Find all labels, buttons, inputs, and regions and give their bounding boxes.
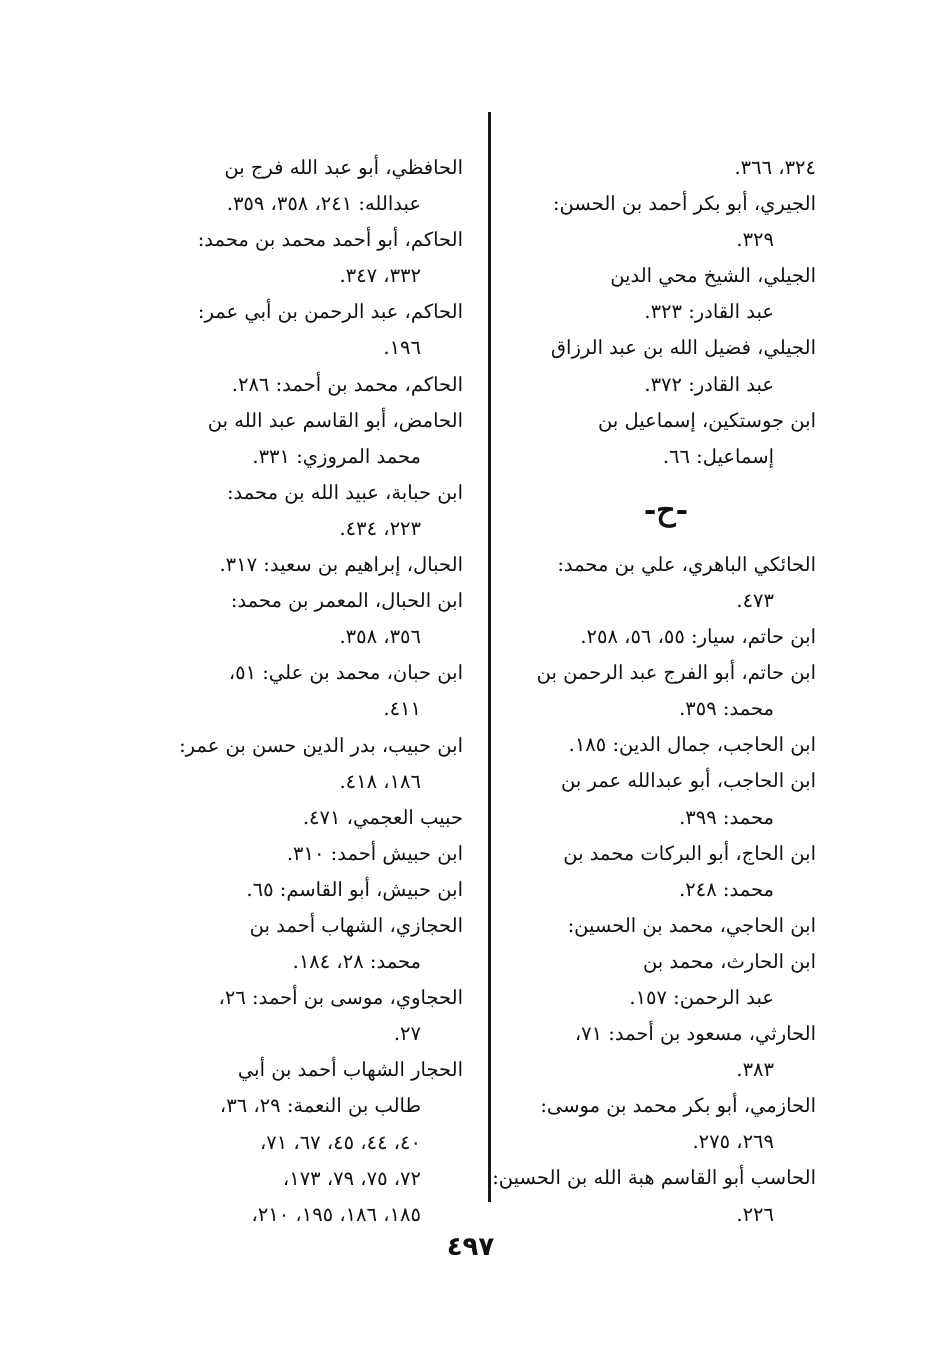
entry-heading-line: ابن جوستكين، إسماعيل بن [598, 408, 816, 432]
index-entry [516, 403, 816, 475]
index-entry [163, 836, 463, 872]
entry-heading-line: حبيب العجمي، ٤٧١. [302, 805, 463, 829]
entry-heading-line: ابن الحاجب، أبو عبدالله عمر بن [561, 769, 816, 793]
index-entry [163, 800, 463, 836]
entry-continuation-line: محمد: ٢٤٨. [679, 877, 774, 901]
entry-continuation-line: ١٩٦. [383, 336, 421, 360]
entry-continuation-line: ٧٢، ٧٥، ٧٩، ١٧٣، [282, 1166, 421, 1190]
entry-continuation-line: عبد القادر: ٣٧٢. [644, 372, 774, 396]
index-entry [516, 150, 816, 186]
page-number: ٤٩٧ [446, 1232, 495, 1262]
index-entry [163, 583, 463, 655]
entry-heading-line: الحاكم، محمد بن أحمد: ٢٨٦. [231, 372, 463, 396]
index-entry [516, 330, 816, 402]
entry-heading-line: ابن حبيش، أبو القاسم: ٦٥. [246, 877, 463, 901]
entry-continuation-line: عبدالله: ٢٤١، ٣٥٨، ٣٥٩. [226, 192, 421, 216]
entry-heading-line: الحاكم، أبو أحمد محمد بن محمد: [197, 228, 463, 252]
entry-continuation-line: ٤١١. [383, 697, 421, 721]
entry-continuation-line: ٣٣٢، ٣٤٧. [339, 264, 421, 288]
index-entry [163, 367, 463, 403]
entry-heading-line: الحازمي، أبو بكر محمد بن موسى: [540, 1094, 816, 1118]
entry-heading-line: ابن حبيش أحمد: ٣١٠. [286, 841, 463, 865]
entry-continuation-line: ١٨٦، ٤١٨. [339, 769, 421, 793]
index-entry [163, 294, 463, 366]
entry-heading-line: ابن حبان، محمد بن علي: ٥١، [228, 661, 463, 685]
index-entry [492, 1160, 816, 1232]
entry-continuation-line: ٤٧٣. [736, 588, 774, 612]
index-entry [163, 150, 463, 222]
index-entry [516, 1088, 816, 1160]
entry-heading-line: ابن الحارث، محمد بن [642, 949, 816, 973]
entry-continuation-line: عبد الرحمن: ١٥٧. [629, 985, 774, 1009]
index-column-left [163, 150, 463, 1233]
index-entry [163, 908, 463, 980]
section-letter-heading: -ح- [643, 492, 689, 528]
entry-heading-line: الحجار الشهاب أحمد بن أبي [237, 1058, 463, 1082]
entry-heading-line: الحافظي، أبو عبد الله فرج بن [224, 156, 463, 179]
index-entry [163, 872, 463, 908]
entry-heading-line: الجيلي، الشيخ محي الدين [610, 264, 816, 288]
entry-heading-line: ابن حاتم، أبو الفرج عبد الرحمن بن [536, 661, 816, 685]
index-entry [516, 836, 816, 908]
entry-heading-line: الحاكم، عبد الرحمن بن أبي عمر: [197, 300, 463, 324]
entry-continuation-line: ٣٢٩. [736, 228, 774, 252]
column-divider [488, 112, 491, 1202]
index-entry [163, 547, 463, 583]
entry-heading-line: الحامض، أبو القاسم عبد الله بن [207, 408, 463, 432]
entry-heading-line: الحائكي الباهري، علي بن محمد: [557, 552, 816, 576]
entry-heading-line: ابن الحاج، أبو البركات محمد بن [563, 841, 816, 865]
entry-continuation-line: ٢٧. [393, 1022, 421, 1046]
entry-heading-line: ابن حبيب، بدر الدين حسن بن عمر: [179, 733, 463, 757]
entry-heading-line: الجيلي، فضيل الله بن عبد الرزاق [550, 336, 816, 360]
index-entry [516, 944, 816, 1016]
index-entry [516, 763, 816, 835]
entry-heading-line: ابن حبابة، عبيد الله بن محمد: [226, 480, 463, 504]
index-entry [516, 1016, 816, 1088]
entry-heading-line: الحاسب أبو القاسم هبة الله بن الحسين: [492, 1166, 816, 1190]
entry-continuation-line: ٣٨٣. [736, 1058, 774, 1082]
index-entry [163, 222, 463, 294]
entry-continuation-line: ١٨٥، ١٨٦، ١٩٥، ٢١٠، [251, 1202, 421, 1226]
entry-continuation-line: طالب بن النعمة: ٢٩، ٣٦، [219, 1094, 421, 1118]
index-entry [163, 655, 463, 727]
index-column-right [492, 150, 816, 1233]
entry-continuation-line: ٤٠، ٤٤، ٤٥، ٦٧، ٧١، [259, 1130, 421, 1154]
entry-heading-line: ابن الحاجي، محمد بن الحسين: [567, 913, 816, 937]
entry-heading-line: الحجاوي، موسى بن أحمد: ٢٦، [218, 986, 463, 1010]
index-entry [516, 547, 816, 619]
index-entry [516, 908, 816, 944]
index-entry [163, 475, 463, 547]
index-entry [516, 258, 816, 330]
entry-continuation-line: ٢٢٣، ٤٣٤. [339, 516, 421, 540]
index-entry [516, 655, 816, 727]
entry-heading-line: الجيري، أبو بكر أحمد بن الحسن: [552, 192, 816, 216]
entry-heading-line: الحارثي، مسعود بن أحمد: ٧١، [574, 1022, 816, 1046]
entry-continuation-line: محمد: ٢٨، ١٨٤. [292, 950, 421, 974]
index-entry [163, 728, 463, 800]
index-entry [516, 727, 816, 763]
entry-continuation-line: محمد: ٣٥٩. [679, 697, 774, 721]
entry-heading-line: ابن الحبال، المعمر بن محمد: [230, 589, 463, 613]
entry-heading-line: ابن حاتم، سيار: ٥٥، ٥٦، ٢٥٨. [580, 625, 816, 649]
entry-heading-line: الحبال، إبراهيم بن سعيد: ٣١٧. [219, 553, 463, 577]
entry-continuation-line: محمد المروزي: ٣٣١. [252, 444, 421, 468]
entry-heading-line: الحجازي، الشهاب أحمد بن [249, 913, 463, 937]
index-entry [163, 1052, 463, 1232]
index-entry [163, 980, 463, 1052]
index-entry [516, 619, 816, 655]
entry-continuation-line: ٢٦٩، ٢٧٥. [692, 1130, 774, 1154]
entry-heading-line: ٣٢٤، ٣٦٦. [734, 156, 816, 179]
entry-heading-line: ابن الحاجب، جمال الدين: ١٨٥. [568, 733, 816, 757]
entry-continuation-line: عبد القادر: ٣٢٣. [644, 300, 774, 324]
entry-continuation-line: إسماعيل: ٦٦. [662, 444, 774, 468]
entry-continuation-line: ٢٢٦. [736, 1202, 774, 1226]
entry-continuation-line: ٣٥٦، ٣٥٨. [339, 625, 421, 649]
index-entry [516, 186, 816, 258]
entry-continuation-line: محمد: ٣٩٩. [679, 805, 774, 829]
index-entry [163, 403, 463, 475]
